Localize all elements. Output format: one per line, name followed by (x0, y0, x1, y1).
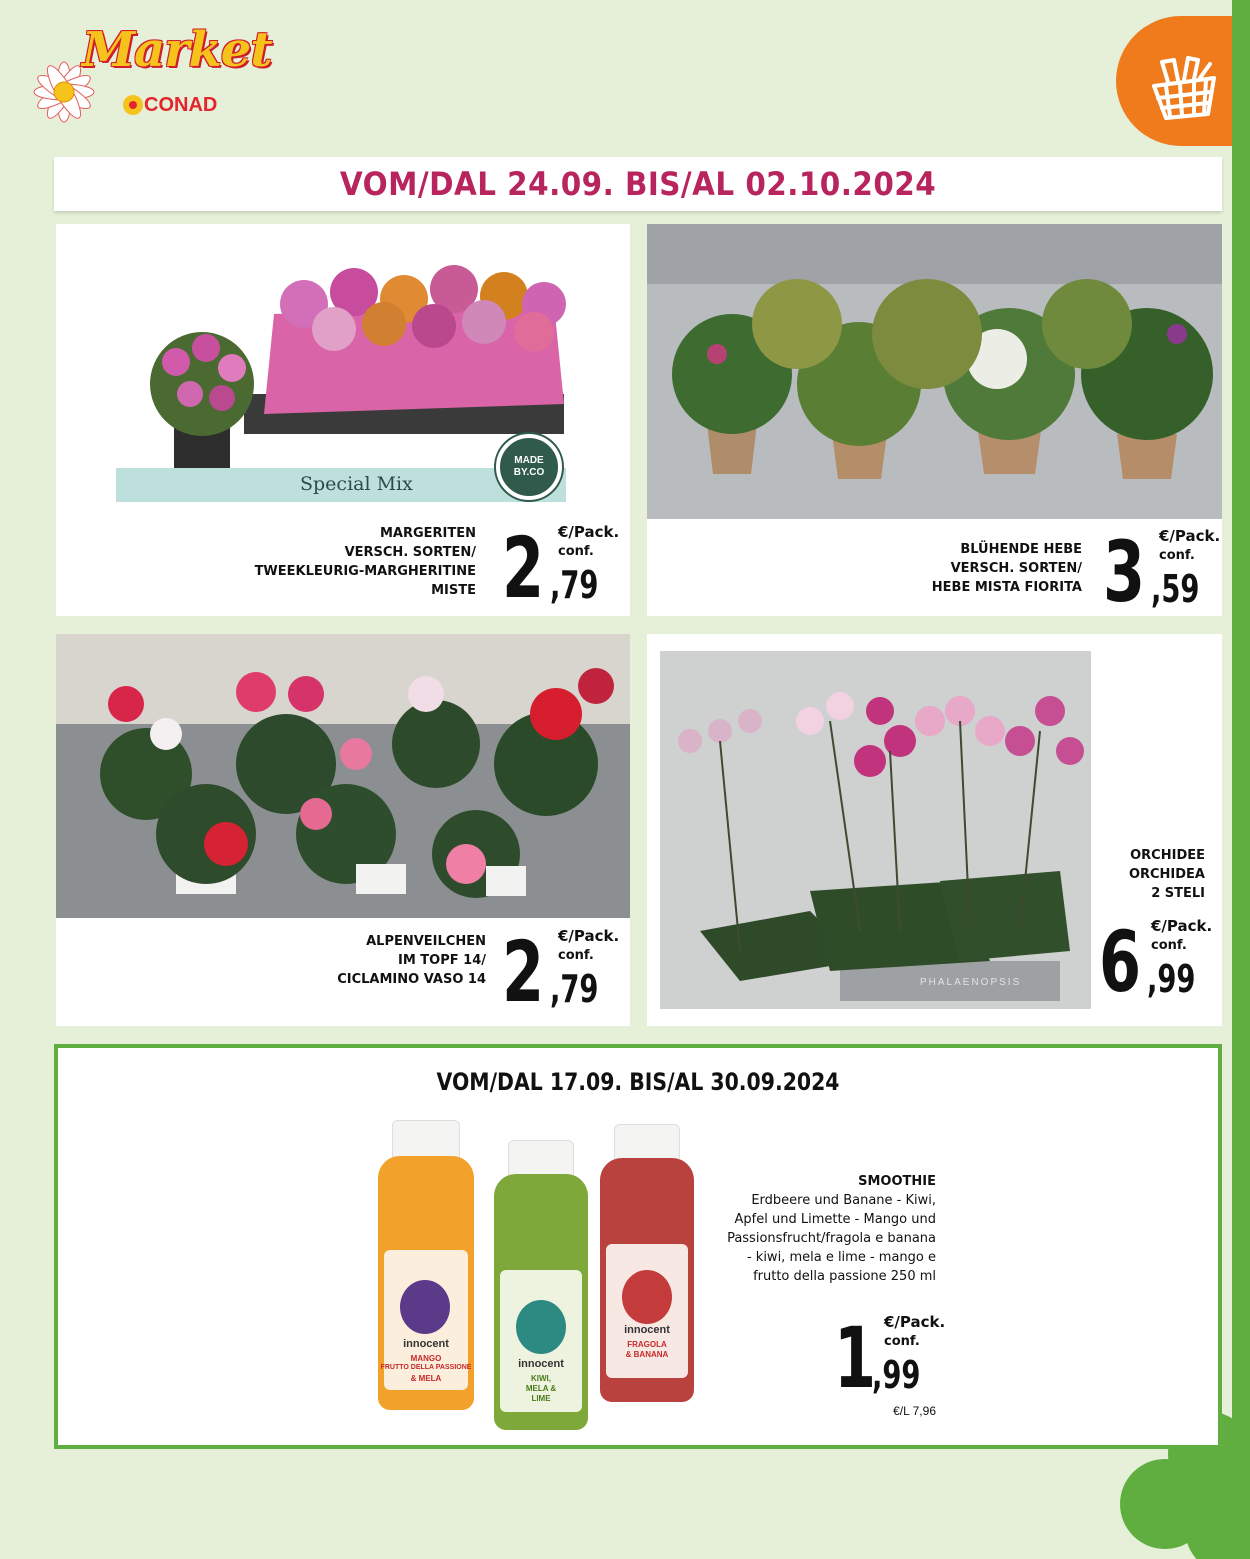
category-badge (1116, 16, 1232, 146)
smoothie-title: SMOOTHIE (858, 1174, 936, 1189)
price-decimal: ,79 (550, 967, 599, 1011)
phalaenopsis-pot-label: PHALAENOPSIS (920, 977, 1022, 988)
smoothie-price (834, 1309, 954, 1407)
desc-line: 2 STELI (1151, 886, 1205, 901)
price-integer: 6 (1099, 913, 1142, 1011)
desc-line: ORCHIDEE (1130, 848, 1205, 863)
price-decimal: ,79 (550, 563, 599, 607)
market-conad-logo (22, 22, 272, 122)
green-side-rail (1232, 0, 1250, 1559)
desc-line: Erdbeere und Banane - Kiwi, (751, 1193, 936, 1208)
price-unit-it: conf. (1151, 938, 1187, 953)
brand-name: Market (82, 22, 272, 78)
price-decimal: ,99 (1147, 957, 1196, 1001)
offer-date-banner (54, 157, 1222, 211)
price-unit: €/Pack. (558, 927, 620, 945)
price-integer: 3 (1103, 523, 1146, 621)
bottle-flavour: FRUTTO DELLA PASSIONE (380, 1364, 472, 1371)
price-unit: €/Pack. (1159, 527, 1221, 545)
alpenveilchen-price (502, 923, 622, 1021)
bottle-kiwi (494, 1140, 588, 1430)
desc-line: VERSCH. SORTEN/ (950, 561, 1082, 576)
desc-line: frutto della passione 250 ml (753, 1269, 936, 1284)
alpenveilchen-photo (56, 634, 630, 918)
price-unit-it: conf. (558, 544, 594, 559)
bottle-brand: innocent (518, 1358, 564, 1370)
offer-date-text: VOM/DAL 24.09. BIS/AL 02.10.2024 (339, 165, 937, 203)
price-unit-it: conf. (884, 1334, 920, 1349)
bottle-brand: innocent (624, 1324, 670, 1336)
bottle-fragola (600, 1124, 694, 1404)
desc-line: - kiwi, mela e lime - mango e (746, 1250, 936, 1265)
basket-icon (1144, 48, 1224, 128)
bottle-brand: innocent (403, 1338, 449, 1350)
hebe-description (932, 540, 1082, 597)
smoothie-bottles (378, 1120, 698, 1440)
hebe-price (1103, 523, 1223, 621)
desc-line: TWEEKLEURIG-MARGHERITINE (254, 564, 476, 579)
orchidee-description (1129, 846, 1205, 903)
bottle-mango (378, 1120, 474, 1410)
desc-line: Passionsfrucht/fragola e banana (727, 1231, 936, 1246)
desc-line: VERSCH. SORTEN/ (344, 545, 476, 560)
bottle-flavour: MELA & (525, 1384, 557, 1393)
price-unit-it: conf. (1159, 548, 1195, 563)
price-unit: €/Pack. (884, 1313, 946, 1331)
desc-line: CICLAMINO VASO 14 (337, 972, 486, 987)
bottle-flavour: FRAGOLA (627, 1340, 667, 1349)
desc-line: IM TOPF 14/ (398, 953, 486, 968)
desc-line: ORCHIDEA (1128, 867, 1205, 882)
bottle-flavour: & MELA (410, 1374, 442, 1383)
desc-line: MISTE (431, 583, 476, 598)
price-unit-it: conf. (558, 948, 594, 963)
desc-line: ALPENVEILCHEN (366, 934, 486, 949)
bottle-flavour: LIME (531, 1394, 551, 1403)
product-card-hebe (647, 224, 1222, 621)
smoothie-offer-date: VOM/DAL 17.09. BIS/AL 30.09.2024 (436, 1068, 840, 1096)
conad-flower-icon (122, 94, 144, 116)
hebe-photo (647, 224, 1222, 519)
desc-line: Apfel und Limette - Mango und (734, 1212, 936, 1227)
product-card-alpenveilchen (56, 634, 630, 1026)
product-card-orchidee (647, 634, 1222, 1026)
orchidee-photo (660, 651, 1091, 1009)
bottle-flavour: & BANANA (625, 1350, 669, 1359)
brand-sub: CONAD (144, 94, 218, 116)
margeriten-price (502, 519, 622, 617)
bottle-flavour: MANGO (410, 1354, 442, 1363)
product-card-margeriten (56, 224, 630, 616)
made-by-seal (496, 434, 562, 500)
desc-line: BLÜHENDE HEBE (960, 542, 1082, 557)
special-mix-label: Special Mix (300, 473, 413, 495)
price-per-litre: €/L 7,96 (893, 1404, 936, 1418)
desc-line: HEBE MISTA FIORITA (931, 580, 1082, 595)
desc-line: MARGERITEN (379, 526, 476, 541)
smoothie-offer-box (54, 1044, 1222, 1449)
price-unit: €/Pack. (1151, 917, 1213, 935)
alpenveilchen-description (337, 932, 486, 989)
orchidee-price (1099, 913, 1219, 1011)
margeriten-description (255, 524, 476, 600)
seal-text: MADE BY.CO (513, 455, 545, 478)
price-integer: 2 (502, 519, 545, 617)
price-decimal: ,99 (872, 1353, 921, 1397)
bottle-flavour: KIWI, (531, 1374, 551, 1383)
price-integer: 1 (834, 1309, 877, 1407)
price-integer: 2 (502, 923, 545, 1021)
price-decimal: ,59 (1151, 567, 1200, 611)
price-unit: €/Pack. (558, 523, 620, 541)
smoothie-description (727, 1172, 936, 1286)
